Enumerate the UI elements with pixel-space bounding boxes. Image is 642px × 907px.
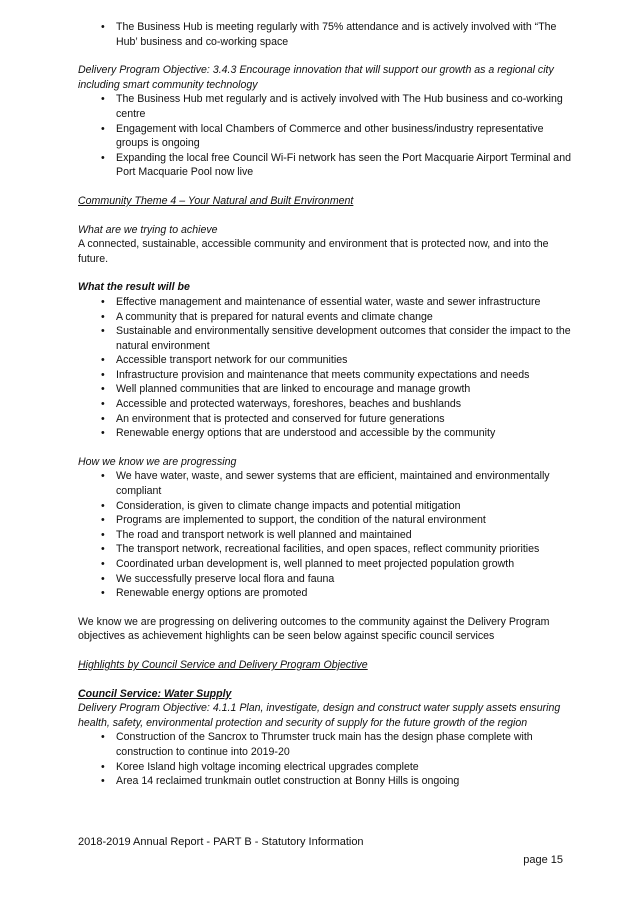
list-item: • An environment that is protected and conserved for future generations (78, 412, 576, 427)
list-item: • The road and transport network is well planned and maintained (78, 528, 576, 543)
list-item: • Engagement with local Chambers of Commerce and other business/industry representative groups is ongoing (78, 122, 576, 151)
page-footer: 2018-2019 Annual Report - PART B - Statutory Information (78, 836, 364, 848)
list-item: • Construction of the Sancrox to Thrumster truck main has the design phase complete with construction to continue into 2019-20 (78, 730, 576, 759)
page-number: page 15 (523, 854, 563, 866)
top-bullet-list (78, 20, 576, 49)
list-item: • Accessible and protected waterways, foreshores, beaches and bushlands (78, 397, 576, 412)
objective-3-4-3-bullets (78, 92, 576, 180)
list-item: • Coordinated urban development is, well planned to meet projected population growth (78, 557, 576, 572)
community-theme-heading: Community Theme 4 – Your Natural and Built Environment (78, 194, 354, 207)
list-item: • The Business Hub met regularly and is actively involved with The Hub business and co-working centre (78, 92, 576, 121)
list-item: • We successfully preserve local flora and fauna (78, 572, 576, 587)
list-item: • Koree Island high voltage incoming electrical upgrades complete (78, 760, 576, 775)
result-bullet-list (78, 295, 576, 441)
list-item: • Infrastructure provision and maintenance that meets community expectations and needs (78, 368, 576, 383)
list-item: • The Business Hub is meeting regularly with 75% attendance and is actively involved with “The Hub’ business and co-working space (78, 20, 576, 49)
list-item: • Programs are implemented to support, the condition of the natural environment (78, 513, 576, 528)
list-item: • Accessible transport network for our communities (78, 353, 576, 368)
list-item: • Sustainable and environmentally sensitive development outcomes that consider the impact to the natural environment (78, 324, 576, 353)
progress-bullet-list (78, 469, 576, 600)
highlights-heading: Highlights by Council Service and Delivery Program Objective (78, 658, 368, 671)
list-item: • Effective management and maintenance of essential water, waste and sewer infrastructure (78, 295, 576, 310)
list-item: • Area 14 reclaimed trunkmain outlet construction at Bonny Hills is ongoing (78, 774, 576, 789)
list-item: • Expanding the local free Council Wi-Fi network has seen the Port Macquarie Airport Terminal and Port Macquarie Pool now live (78, 151, 576, 180)
list-item: • Well planned communities that are linked to encourage and manage growth (78, 382, 576, 397)
achieve-heading: What are we trying to achieve (78, 223, 218, 236)
list-item: • A community that is prepared for natural events and climate change (78, 310, 576, 325)
result-heading: What the result will be (78, 281, 190, 294)
list-item: • Consideration, is given to climate change impacts and potential mitigation (78, 499, 576, 514)
service-heading: Council Service: Water Supply (78, 687, 232, 700)
document-body (78, 20, 576, 789)
list-item: • We have water, waste, and sewer systems that are efficient, maintained and environmentally compliant (78, 469, 576, 498)
objective-4-1-1: Delivery Program Objective: 4.1.1 Plan, investigate, design and construct water supply assets ensuring health, safety, environmental protection and security of supply for the future growth of the region (78, 702, 561, 729)
objective-4-1-1-bullets (78, 730, 576, 788)
objective-3-4-3: Delivery Program Objective: 3.4.3 Encourage innovation that will support our growth as a regional city including smart community technology (78, 64, 554, 91)
list-item: • Renewable energy options that are understood and accessible by the community (78, 426, 576, 441)
progress-heading: How we know we are progressing (78, 455, 237, 468)
achieve-text: A connected, sustainable, accessible community and environment that is protected now, and into the future. (78, 238, 549, 265)
progress-text: We know we are progressing on delivering outcomes to the community against the Delivery Program objectives as achievement highlights can be seen below against specific council services (78, 615, 550, 643)
list-item: • The transport network, recreational facilities, and open spaces, reflect community priorities (78, 542, 576, 557)
list-item: • Renewable energy options are promoted (78, 586, 576, 601)
